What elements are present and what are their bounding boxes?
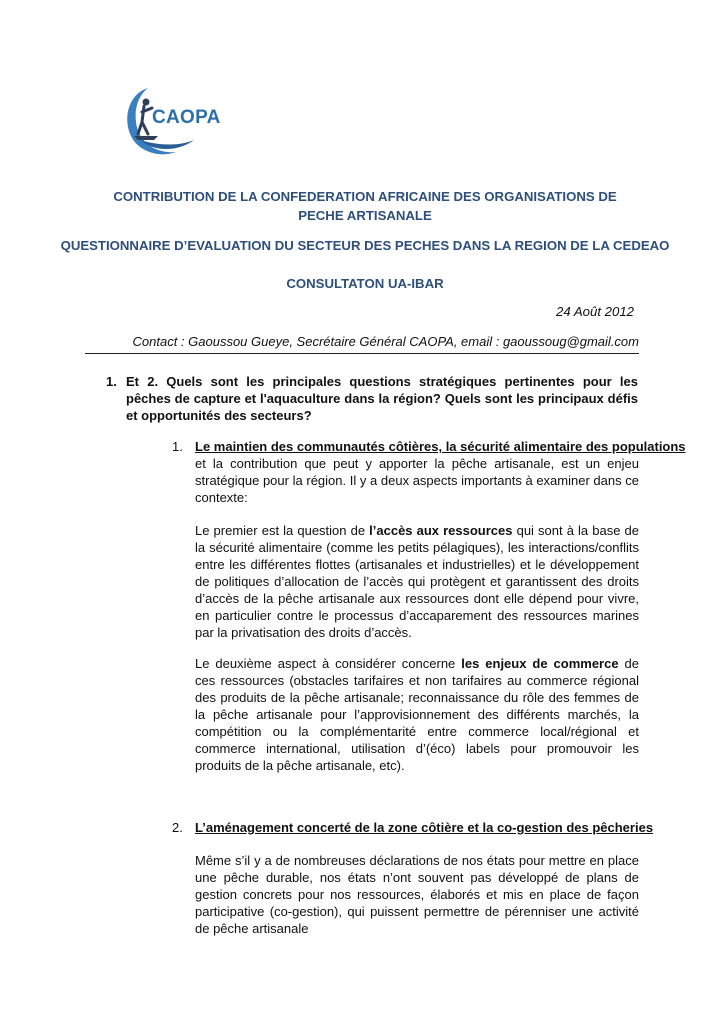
question-number: 1. (106, 374, 117, 389)
paragraph-text: de ces ressources (obstacles tarifaires et non tarifaires au commerce régional des produits de la pêche artisanale; reconnaissance du rôle des femmes de la pêche artisanale pour l’approvisionnement des différents marchés, la compétition ou la complémentarité entre commerce local/régional et commerce international, utilisation d’(éco) labels pour promouvoir les produits de la pêche artisanale, etc). (195, 656, 639, 773)
section-2-paragraph-1: Même s’il y a de nombreuses déclarations de nos états pour mettre en place une pêche durable, nos états n’ont souvent pas développé de plans de gestion concrets pour nos ressources, élaborés et mis en place de façon participative (co-gestion), qui puissent permettre de pérenniser une activité de pêche artisanale (195, 853, 639, 936)
section-2-number: 2. (172, 820, 183, 835)
consultation-title: CONSULTATON UA-IBAR (286, 276, 444, 291)
paragraph-text: qui sont à la base de la sécurité alimentaire (comme les petits pélagiques), les interactions/conflits entre les différentes flottes (artisanales et industrielles) et le développement de politiques d’allocation de l’accès qui protègent et garantissent des droits d’accès de la pêche artisanale aux ressources dont elle dépend pour vivre, en particulier contre le processus d’accaparement des ressources marines par la privatisation des droits d’accès. (195, 523, 639, 640)
document-title: CONTRIBUTION DE LA CONFEDERATION AFRICAINE DES ORGANISATIONS DE PECHE ARTISANALE (113, 189, 617, 223)
logo-text: CAOPA (152, 107, 221, 128)
section-1-number: 1. (172, 439, 183, 454)
section-1-title: Le maintien des communautés côtières, la sécurité alimentaire des populations (195, 439, 686, 454)
section-1-intro: et la contribution que peut y apporter la pêche artisanale, est un enjeu stratégique pour la région. Il y a deux aspects importants à examiner dans ce contexte: (195, 456, 639, 505)
section-2-title: L’aménagement concerté de la zone côtière et la co-gestion des pêcheries (195, 820, 654, 835)
emphasis-trade: les enjeux de commerce (461, 656, 619, 671)
paragraph-text: Le premier est la question de (195, 523, 370, 538)
question-text: Et 2. Quels sont les principales questions stratégiques pertinentes pour les pêches de capture et l'aquaculture dans la région? Quels sont les principaux défis et opportunités des secteurs? (126, 374, 638, 423)
document-subtitle: QUESTIONNAIRE D’EVALUATION DU SECTEUR DES PECHES DANS LA REGION DE LA CEDEAO (60, 238, 670, 253)
paragraph-text: Le deuxième aspect à considérer concerne (195, 656, 462, 671)
emphasis-access: l’accès aux ressources (369, 523, 513, 538)
section-1-paragraph-2 (195, 655, 639, 774)
header-divider (85, 353, 639, 354)
contact-line: Contact : Gaoussou Gueye, Secrétaire Général CAOPA, email : gaoussoug@gmail.com (132, 334, 639, 349)
document-date: 24 Août 2012 (556, 304, 634, 319)
question-block (106, 373, 638, 424)
section-1-paragraph-1 (195, 522, 639, 641)
